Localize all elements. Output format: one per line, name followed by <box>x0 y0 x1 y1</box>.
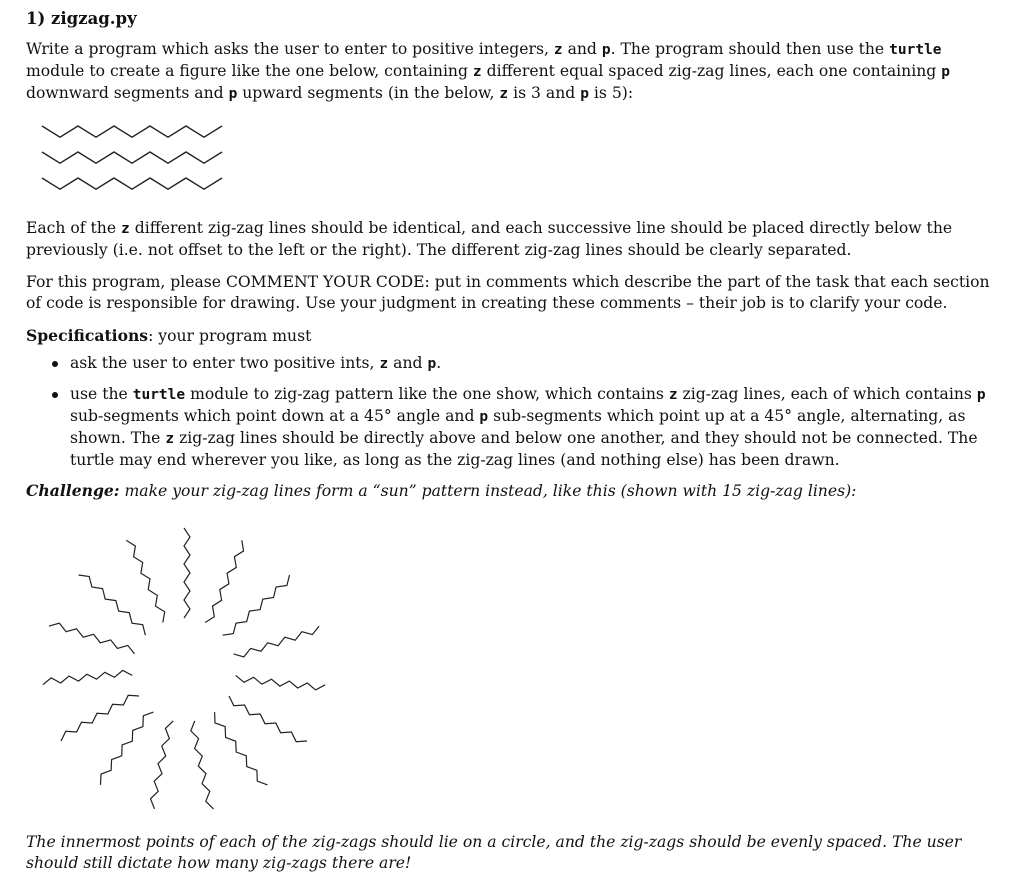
closing-paragraph: The innermost points of each of the zig-zags should lie on a circle, and the zig-zags should be evenly spaced. The user should still dictate how many zig-zags there are! <box>26 833 962 872</box>
sun-zigzag-line <box>101 712 154 785</box>
sun-zigzag-line <box>49 623 135 654</box>
specifications-heading: Specifications: your program must <box>26 326 312 345</box>
sun-zigzag-line <box>191 721 214 809</box>
identical-paragraph: Each of the z different zig-zag lines should be identical, and each successive line should be placed directly below the previously (i.e. not offset to the left or the right). The different zig-zag lines should be clearly separated. <box>26 219 953 259</box>
zigzag-line <box>42 178 222 189</box>
task-heading: 1) zigzag.py <box>26 9 137 28</box>
sun-zigzag-line <box>126 540 165 622</box>
sun-zigzag-line <box>151 721 174 809</box>
zigzag-line <box>42 126 222 137</box>
sun-zigzag-line <box>184 528 190 618</box>
sun-zigzag-line <box>79 575 146 635</box>
sun-zigzag-line <box>205 540 243 622</box>
intro-paragraph: Write a program which asks the user to enter to positive integers, z and p. The program should then use the turtle module to create a figure like the one below, containing z different equal spaced zig-zag lines, each one containing p downward segments and p upward segments (in the below, z is 3 and p is 5): <box>26 40 950 102</box>
comment-paragraph: For this program, please COMMENT YOUR CODE: put in comments which describe the part of the task that each section of code is responsible for drawing. Use your judgment in creating these comments – their job is to clarify your code. <box>26 273 990 312</box>
zigzag-line <box>42 152 222 163</box>
zigzag-example-figure <box>26 118 236 202</box>
sun-pattern-figure <box>34 520 334 820</box>
list-item: ask the user to enter two positive ints, z and p. <box>70 353 996 375</box>
sun-zigzag-line <box>61 695 139 741</box>
sun-zigzag-line <box>236 675 326 690</box>
sun-zigzag-line <box>43 670 133 684</box>
list-item: use the turtle module to zig-zag pattern like the one show, which contains z zig-zag lines, each of which contains p sub-segments which point down at a 45° angle and p sub-segments which point up at a 45° angle, alternating, as shown. The z zig-zag lines should be directly above and below one another, and they should not be connected. The turtle may end wherever you like, as long as the zig-zag lines (and nothing else) has been drawn. <box>70 384 996 471</box>
challenge-paragraph: Challenge: make your zig-zag lines form a “sun” pattern instead, like this (shown with 15 zig-zag lines): <box>26 481 857 500</box>
specifications-list <box>26 353 996 471</box>
sun-zigzag-line <box>215 712 268 785</box>
sun-zigzag-line <box>234 626 320 657</box>
sun-zigzag-line <box>229 696 307 742</box>
details-section <box>26 218 996 502</box>
sun-zigzag-line <box>223 575 290 635</box>
task-section <box>26 8 996 116</box>
